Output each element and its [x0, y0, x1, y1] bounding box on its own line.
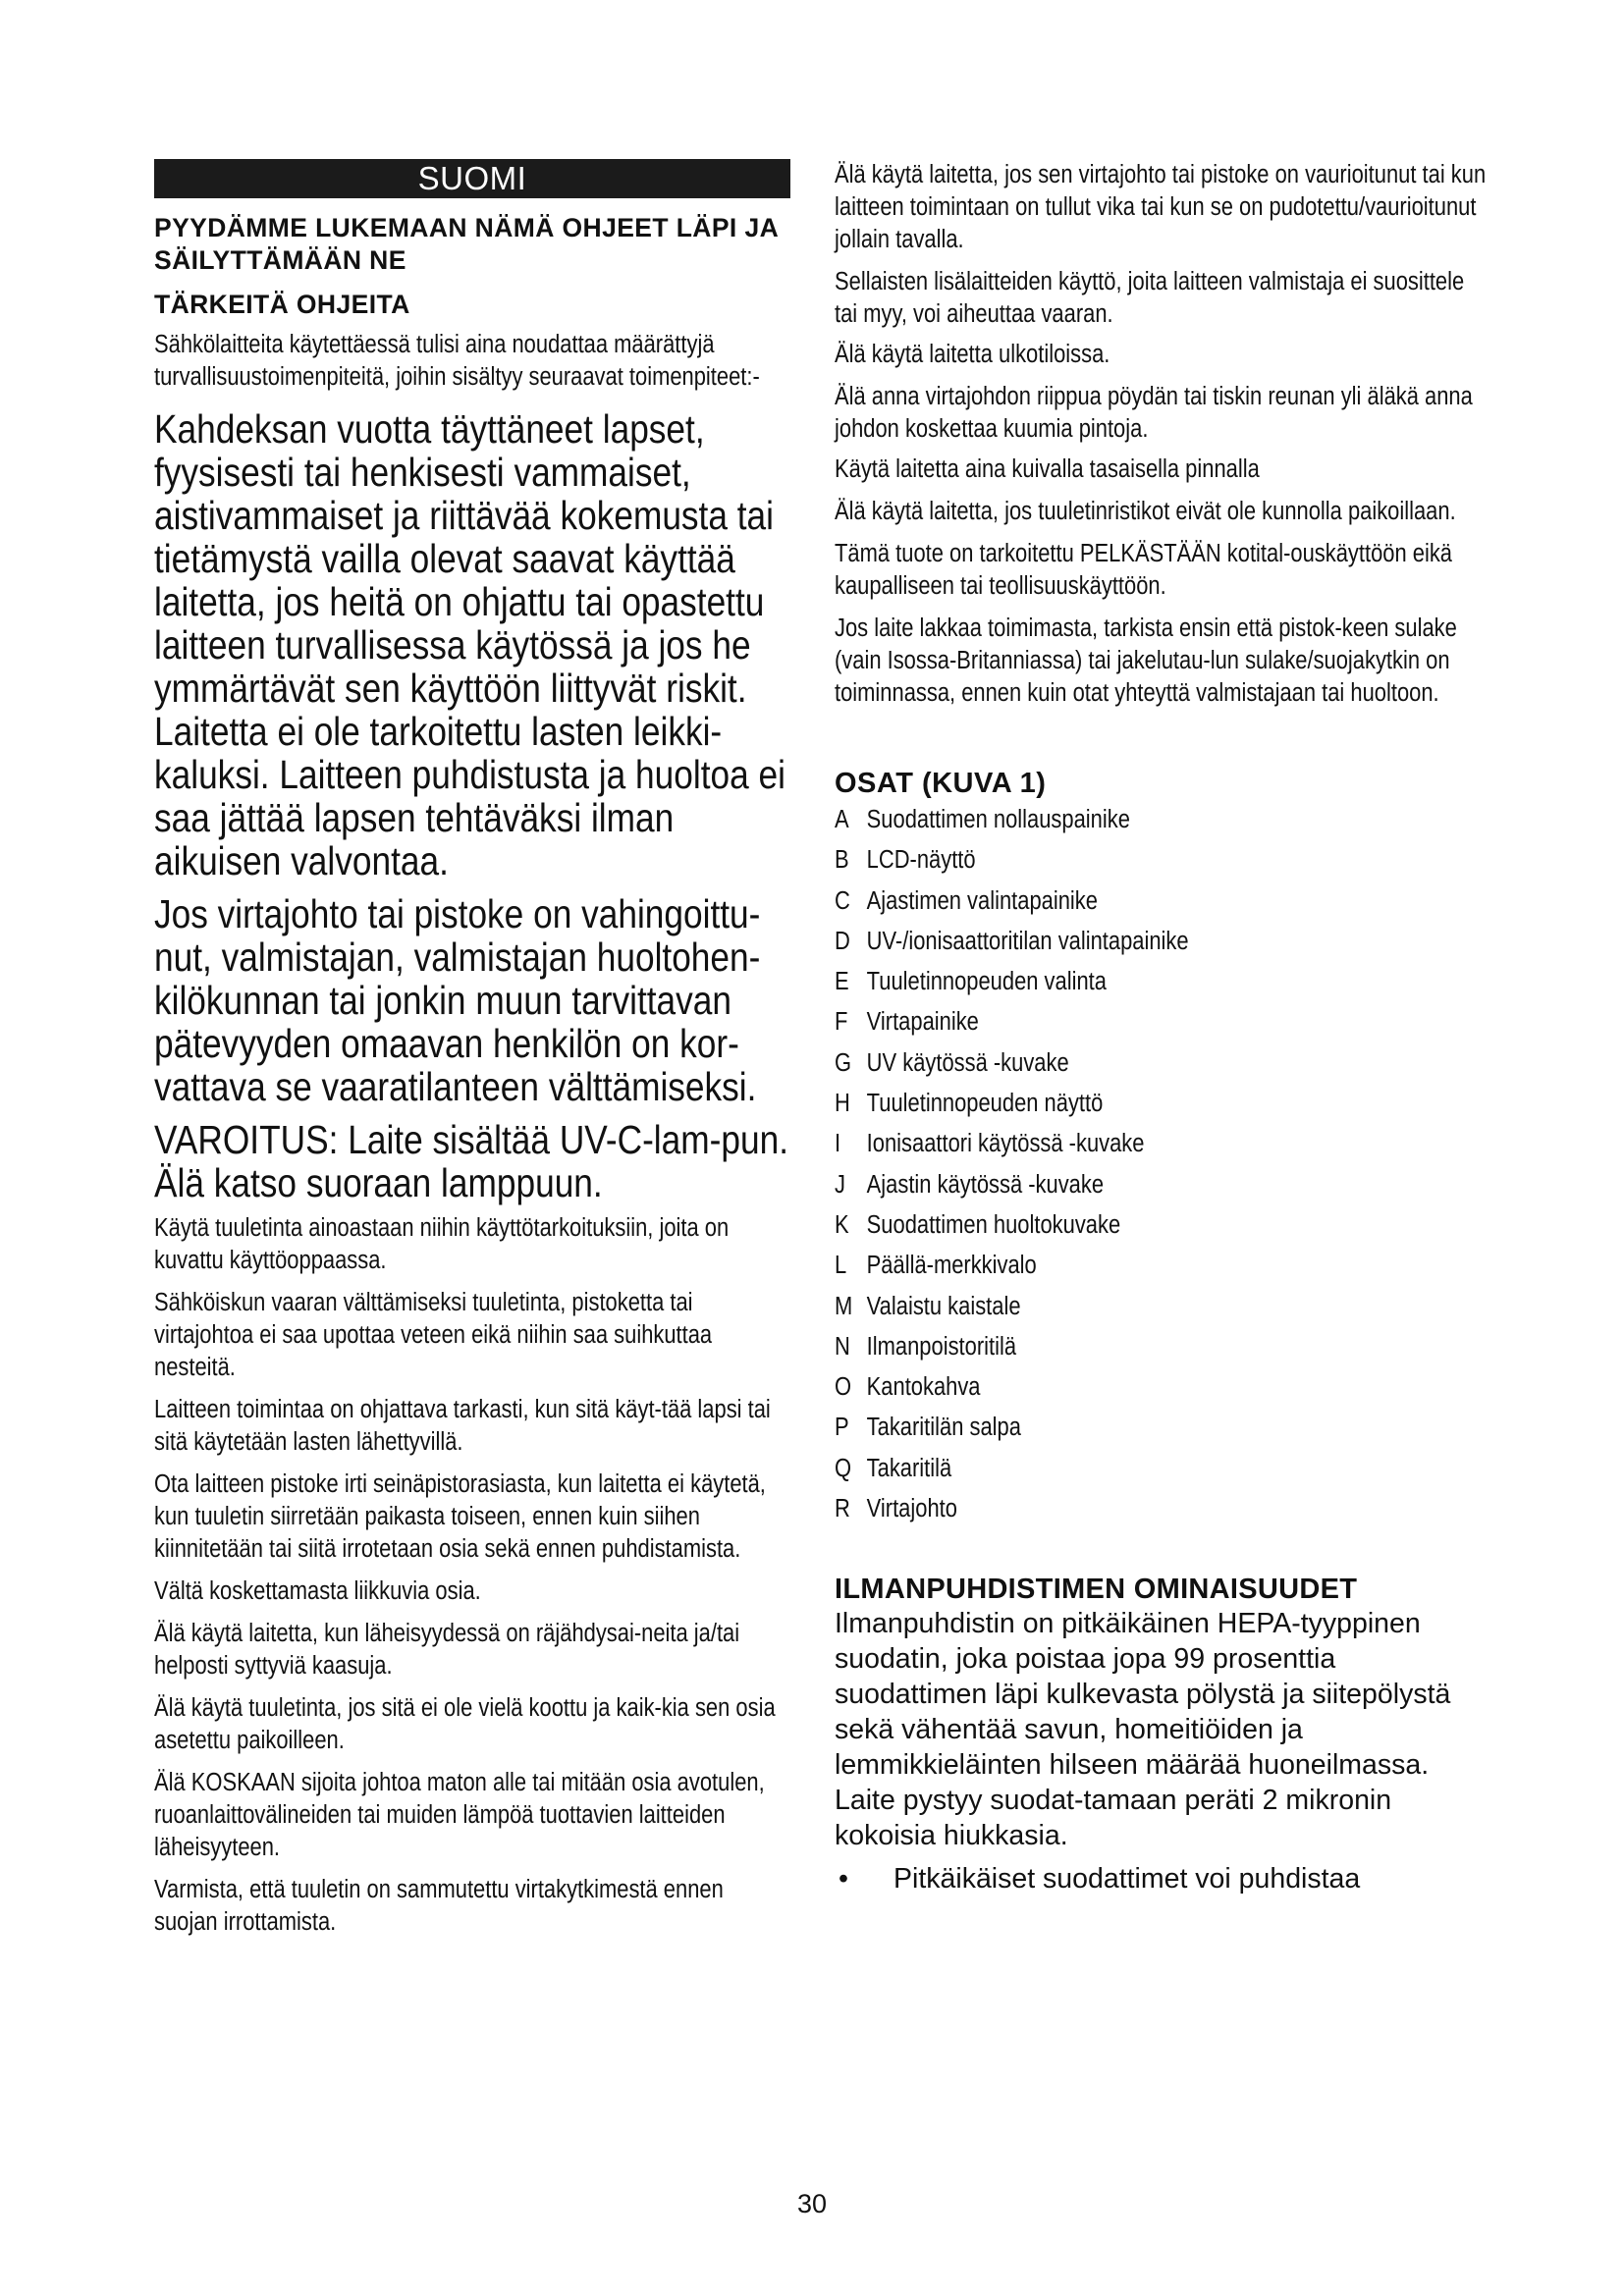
safety-paragraph-r3: Älä käytä laitetta ulkotiloissa. [835, 341, 1110, 368]
part-label: Takaritilä [866, 1454, 952, 1482]
features-bullet-text: Pitkäikäiset suodattimet voi puhdistaa [893, 1863, 1361, 1896]
safety-paragraph-8: Älä KOSKAAN sijoita johtoa maton alle tai mitään osia avotulen, ruoanlaittovälineiden tai muiden lämpöä tuottavien laitteiden läheisyyteen. [154, 1769, 765, 1861]
part-label: UV käytössä -kuvake [866, 1048, 1069, 1077]
part-key: C [835, 886, 850, 915]
part-key: G [835, 1048, 852, 1077]
safety-paragraph-3: Laitteen toimintaa on ohjattava tarkasti, kun sitä käyt-tää lapsi tai sitä käytetään lasten lähettyvillä. [154, 1396, 771, 1456]
part-label: Virtajohto [866, 1495, 957, 1523]
intro-paragraph: Sähkölaitteita käytettäessä tulisi aina noudattaa määrättyjä turvallisuustoimenpiteitä, joihin sisältyy seuraavat toimenpiteet:- [154, 331, 760, 391]
part-key: K [835, 1210, 849, 1239]
safety-paragraph-r6: Älä käytä laitetta, jos tuuletinristikot eivät ole kunnolla paikoillaan. [835, 498, 1456, 525]
safety-paragraph-4: Ota laitteen pistoke irti seinäpistorasiasta, kun laitetta ei käytetä, kun tuuletin siirretään paikasta toiseen, ennen kuin siihen kiinnitetään tai siitä irrotetaan osia sekä ennen puhdistamista. [154, 1470, 766, 1563]
part-key: I [835, 1130, 841, 1158]
part-key: R [835, 1495, 850, 1523]
parts-section [835, 767, 1487, 1529]
part-item [835, 1408, 1487, 1448]
safety-paragraph-r8: Jos laite lakkaa toimimasta, tarkista ensin että pistok-keen sulake (vain Isossa-Britanniassa) tai jakelutau-lun sulake/suojakytkin on toiminnassa, ennen kuin otat yhteyttä valmistajaan tai huoltoon. [835, 614, 1457, 707]
part-key: P [835, 1414, 849, 1442]
part-key: J [835, 1170, 845, 1199]
part-item [835, 1246, 1487, 1286]
part-item [835, 962, 1487, 1002]
bullet-icon: • [839, 1863, 848, 1896]
part-item [835, 1205, 1487, 1246]
part-item [835, 1449, 1487, 1489]
right-column [835, 159, 1487, 1896]
part-key: M [835, 1292, 853, 1320]
uv-warning: VAROITUS: Laite sisältää UV-C-lam-pun. Älä katso suoraan lamppuun. [154, 1117, 788, 1205]
part-key: H [835, 1090, 850, 1118]
part-key: L [835, 1252, 847, 1280]
part-label: Valaistu kaistale [866, 1292, 1021, 1320]
safety-paragraph-5: Vältä koskettamasta liikkuvia osia. [154, 1577, 481, 1605]
part-label: Virtapainike [866, 1008, 979, 1037]
parts-list [835, 800, 1487, 1529]
part-label: Kantokahva [866, 1373, 981, 1402]
features-paragraph: Ilmanpuhdistin on pitkäikäinen HEPA-tyyppinen suodatin, joka poistaa jopa 99 prosenttia suodattimen läpi kulkevasta pölystä ja siitepölystä sekä vähentää savun, homeitiöiden ja lemmikkieläinten hilseen määrää huoneilmassa. Laite pystyy suodat-tamaan peräti 2 mikronin kokoisia hiukkasia. [835, 1608, 1451, 1852]
page-number: 30 [796, 2189, 828, 2218]
safety-paragraph-6: Älä käytä laitetta, kun läheisyydessä on räjähdysai-neita ja/tai helposti syttyviä kaasuja. [154, 1620, 740, 1680]
part-label: Ajastin käytössä -kuvake [866, 1170, 1105, 1199]
part-label: UV-/ionisaattoritilan valintapainike [866, 927, 1189, 955]
part-item [835, 1084, 1487, 1124]
safety-paragraph-7: Älä käytä tuuletinta, jos sitä ei ole vielä koottu ja kaik-kia sen osia asetettu paikoilleen. [154, 1694, 776, 1754]
cord-warning: Jos virtajohto tai pistoke on vahingoittu-nut, valmistajan, valmistajan huoltohen-kilökunnan tai jonkin muun tarvittavan pätevyyden omaavan henkilön on kor-vattava se vaaratilanteen välttämiseksi. [154, 891, 761, 1109]
part-key: N [835, 1332, 850, 1361]
features-section [835, 1573, 1487, 1896]
part-key: D [835, 927, 850, 955]
part-item [835, 881, 1487, 922]
part-label: Takaritilän salpa [866, 1414, 1021, 1442]
part-key: F [835, 1008, 848, 1037]
safety-paragraph-1: Käytä tuuletinta ainoastaan niihin käyttötarkoituksiin, joita on kuvattu käyttöoppaassa. [154, 1214, 730, 1274]
safety-paragraph-r4: Älä anna virtajohdon riippua pöydän tai tiskin reunan yli äläkä anna johdon koskettaa kuumia pintoja. [835, 383, 1473, 443]
part-label: Ilmanpoistoritilä [866, 1332, 1017, 1361]
read-instructions-heading: PYYDÄMME LUKEMAAN NÄMÄ OHJEET LÄPI JA SÄILYTTÄMÄÄN NE [154, 213, 779, 275]
features-heading: ILMANPUHDISTIMEN OMINAISUUDET [835, 1574, 1358, 1606]
safety-paragraph-r2: Sellaisten lisälaitteiden käyttö, joita laitteen valmistaja ei suosittele tai myy, voi aiheuttaa vaaran. [835, 268, 1465, 328]
important-instructions-heading: TÄRKEITÄ OHJEITA [154, 290, 410, 319]
part-key: B [835, 846, 849, 875]
safety-paragraph-2: Sähköiskun vaaran välttämiseksi tuuletinta, pistoketta tai virtajohtoa ei saa upottaa veteen eikä niihin saa suihkuttaa nesteitä. [154, 1289, 713, 1381]
part-key: A [835, 806, 849, 833]
part-label: Ionisaattori käytössä -kuvake [866, 1130, 1145, 1158]
left-column [154, 159, 790, 1939]
part-item [835, 840, 1487, 881]
parts-heading: OSAT (KUVA 1) [835, 768, 1047, 799]
safety-paragraph-r7: Tämä tuote on tarkoitettu PELKÄSTÄÄN kotital-ouskäyttöön eikä kaupalliseen tai teollisuuskäyttöön. [835, 540, 1452, 600]
safety-paragraph-r5: Käytä laitetta aina kuivalla tasaisella pinnalla [835, 455, 1260, 483]
part-item [835, 922, 1487, 962]
part-label: Tuuletinnopeuden valinta [866, 968, 1107, 996]
part-label: Tuuletinnopeuden näyttö [866, 1090, 1104, 1118]
part-label: Päällä-merkkivalo [866, 1252, 1037, 1280]
part-key: E [835, 968, 849, 996]
part-label: Ajastimen valintapainike [866, 886, 1098, 915]
language-banner: SUOMI [154, 159, 790, 198]
part-label: Suodattimen huoltokuvake [866, 1210, 1121, 1239]
part-item [835, 1124, 1487, 1164]
safety-paragraph-9: Varmista, että tuuletin on sammutettu virtakytkimestä ennen suojan irrottamista. [154, 1876, 724, 1936]
part-key: O [835, 1373, 852, 1402]
part-item [835, 1327, 1487, 1367]
part-item [835, 1002, 1487, 1042]
children-warning: Kahdeksan vuotta täyttäneet lapset, fyysisesti tai henkisesti vammaiset, aistivammaiset ja riittävää kokemusta tai tietämystä vailla olevat saavat käyttää laitetta, jos heitä on ohjattu tai opastettu laitteen turvallisessa käytössä ja jos he ymmärtävät sen käyttöön liittyvät riskit. Laitetta ei ole tarkoitettu lasten leikki-kaluksi. Laitteen puhdistusta ja huoltoa ei saa jättää lapsen tehtäväksi ilman aikuisen valvontaa. [154, 406, 785, 883]
safety-paragraph-r1: Älä käytä laitetta, jos sen virtajohto tai pistoke on vaurioitunut tai kun laitteen toimintaan on tullut vika tai kun se on pudotettu/vaurioitunut jollain tavalla. [835, 161, 1487, 253]
part-item [835, 1367, 1487, 1408]
part-key: Q [835, 1454, 852, 1482]
part-label: Suodattimen nollauspainike [866, 806, 1130, 833]
part-item [835, 1287, 1487, 1327]
part-item [835, 1489, 1487, 1529]
part-item [835, 1165, 1487, 1205]
part-label: LCD-näyttö [866, 846, 976, 875]
features-bullet [835, 1861, 1487, 1896]
part-item [835, 1043, 1487, 1084]
part-item [835, 800, 1487, 840]
